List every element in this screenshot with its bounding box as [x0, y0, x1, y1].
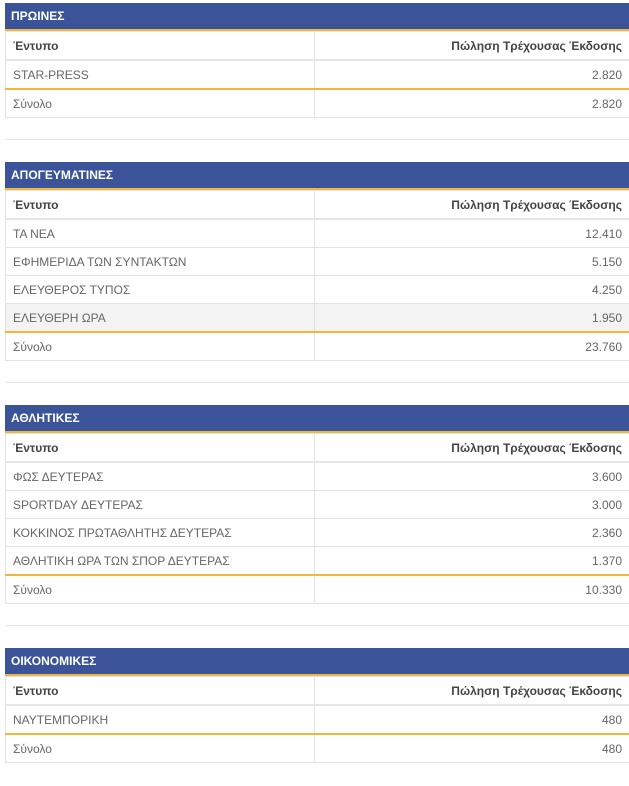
row-value: 1.370: [315, 547, 629, 576]
total-row: [6, 89, 629, 118]
column-header-title: Έντυπο: [6, 32, 315, 61]
total-label: Σύνολο: [6, 89, 315, 118]
table-row: [6, 219, 629, 248]
table-row: [6, 60, 629, 89]
total-row: [6, 575, 629, 604]
column-header-title: Έντυπο: [6, 191, 315, 220]
row-name: ΕΛΕΥΘΕΡΗ ΩΡΑ: [6, 304, 315, 333]
row-name: ΕΦΗΜΕΡΙΔΑ ΤΩΝ ΣΥΝΤΑΚΤΩΝ: [6, 248, 315, 276]
total-value: 2.820: [315, 89, 629, 118]
sales-table: [5, 31, 629, 118]
table-row: [6, 491, 629, 519]
total-label: Σύνολο: [6, 575, 315, 604]
section-morning: [5, 3, 629, 118]
section-afternoon: [5, 162, 629, 361]
row-value: 12.410: [315, 219, 629, 248]
section-sports: [5, 405, 629, 604]
table-row: [6, 304, 629, 333]
table-header-row: [6, 32, 629, 61]
section-divider: [5, 625, 629, 626]
table-row: [6, 276, 629, 304]
row-value: 3.600: [315, 462, 629, 491]
row-value: 3.000: [315, 491, 629, 519]
section-financial: [5, 648, 629, 763]
row-value: 1.950: [315, 304, 629, 333]
row-name: ΤΑ ΝΕΑ: [6, 219, 315, 248]
row-value: 2.360: [315, 519, 629, 547]
table-row: [6, 519, 629, 547]
total-label: Σύνολο: [6, 734, 315, 763]
table-row: [6, 705, 629, 734]
row-value: 4.250: [315, 276, 629, 304]
column-header-sales: Πώληση Τρέχουσας Έκδοσης: [315, 191, 629, 220]
column-header-sales: Πώληση Τρέχουσας Έκδοσης: [315, 677, 629, 706]
table-row: [6, 462, 629, 491]
column-header-sales: Πώληση Τρέχουσας Έκδοσης: [315, 434, 629, 463]
table-row: [6, 547, 629, 576]
column-header-title: Έντυπο: [6, 434, 315, 463]
total-label: Σύνολο: [6, 332, 315, 361]
total-value: 10.330: [315, 575, 629, 604]
table-header-row: [6, 191, 629, 220]
row-value: 480: [315, 705, 629, 734]
section-title: ΑΘΛΗΤΙΚΕΣ: [5, 405, 629, 433]
total-value: 23.760: [315, 332, 629, 361]
sales-table: [5, 190, 629, 361]
row-name: STAR-PRESS: [6, 60, 315, 89]
row-name: ΚΟΚΚΙΝΟΣ ΠΡΩΤΑΘΛΗΤΗΣ ΔΕΥΤΕΡΑΣ: [6, 519, 315, 547]
row-value: 2.820: [315, 60, 629, 89]
row-name: ΦΩΣ ΔΕΥΤΕΡΑΣ: [6, 462, 315, 491]
sales-table: [5, 433, 629, 604]
column-header-title: Έντυπο: [6, 677, 315, 706]
section-divider: [5, 382, 629, 383]
total-row: [6, 332, 629, 361]
table-header-row: [6, 677, 629, 706]
table-row: [6, 248, 629, 276]
total-row: [6, 734, 629, 763]
row-value: 5.150: [315, 248, 629, 276]
row-name: ΑΘΛΗΤΙΚΗ ΩΡΑ ΤΩΝ ΣΠΟΡ ΔΕΥΤΕΡΑΣ: [6, 547, 315, 576]
sales-table: [5, 676, 629, 763]
row-name: ΕΛΕΥΘΕΡΟΣ ΤΥΠΟΣ: [6, 276, 315, 304]
section-title: ΠΡΩΙΝΕΣ: [5, 3, 629, 31]
column-header-sales: Πώληση Τρέχουσας Έκδοσης: [315, 32, 629, 61]
row-name: SPORTDAY ΔΕΥΤΕΡΑΣ: [6, 491, 315, 519]
section-title: ΑΠΟΓΕΥΜΑΤΙΝΕΣ: [5, 162, 629, 190]
total-value: 480: [315, 734, 629, 763]
section-divider: [5, 139, 629, 140]
table-header-row: [6, 434, 629, 463]
section-title: ΟΙΚΟΝΟΜΙΚΕΣ: [5, 648, 629, 676]
row-name: ΝΑΥΤΕΜΠΟΡΙΚΗ: [6, 705, 315, 734]
